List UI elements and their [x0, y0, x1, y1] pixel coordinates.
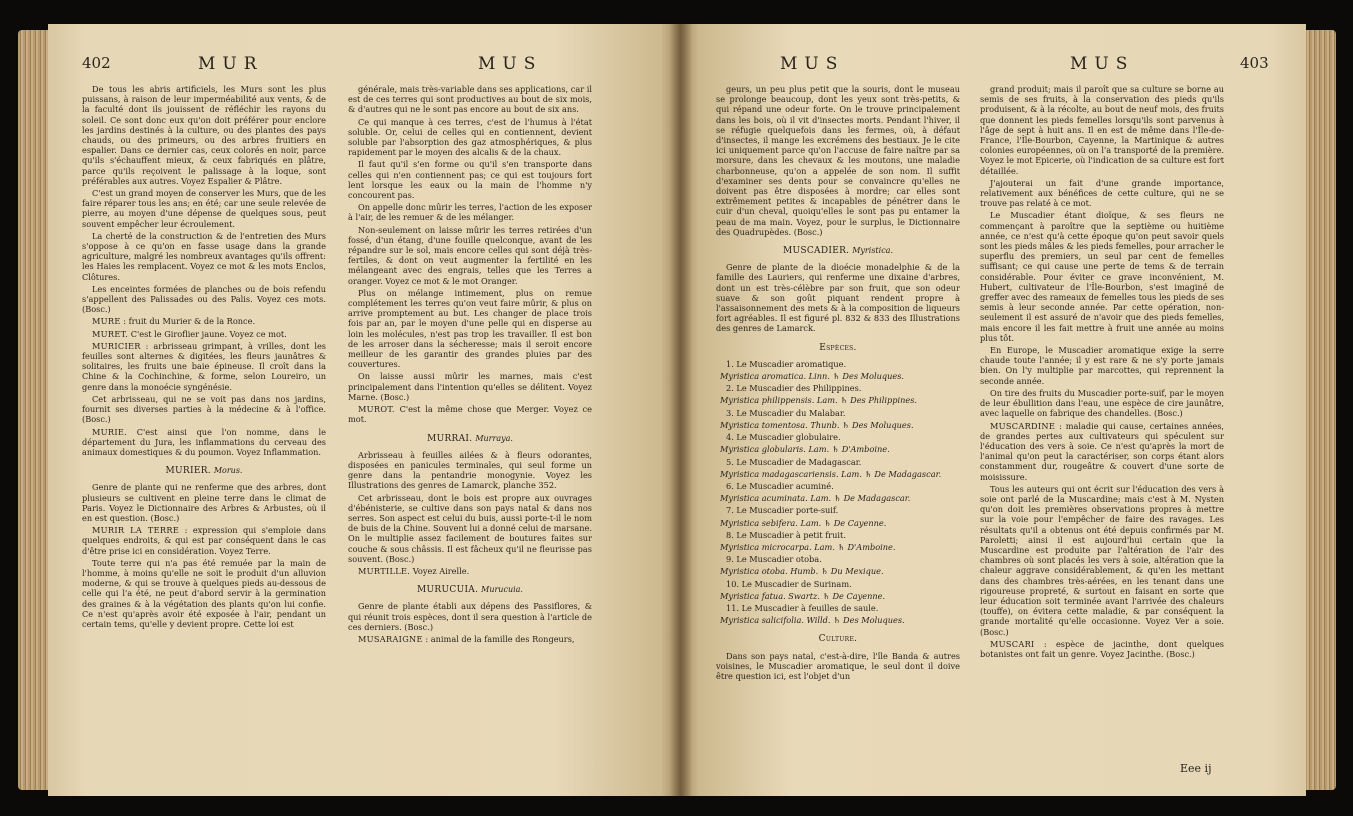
- paragraph: [980, 345, 1224, 386]
- entry-headword: MURTILLE.: [358, 565, 411, 576]
- entry-text: 10. Le Muscadier de Surinam.: [726, 578, 852, 589]
- page-number-right: 403: [1240, 54, 1269, 72]
- entry-text: : espèce de jacinthe, dont quelques botanistes ont fait un genre. Voyez Jacinthe. (Bosc.): [980, 638, 1224, 659]
- entry-text: Genre de plante établi aux dépens des Passiflores, & qui réunit trois espèces, dont il sera question à l'article de ces derniers. (Bosc.): [348, 601, 592, 632]
- paragraph: [980, 388, 1224, 419]
- species-latin: [716, 615, 960, 625]
- entry-text: Myristica otoba. Humb. ♄ Du Mexique.: [720, 566, 884, 577]
- left-column-2: [348, 84, 592, 646]
- species-entry: [716, 579, 960, 589]
- species-latin: [716, 395, 960, 405]
- paragraph: [82, 284, 326, 315]
- entry-text: Il faut qu'il s'en forme ou qu'il s'en transporte dans celles qui n'en contiennent pas; ce qui est toujours fort lent lorsque les eaux ou la main de l'homme n'y concourent pas.: [348, 159, 592, 201]
- entry-text: : animal de la famille des Rongeurs,: [425, 633, 575, 644]
- paragraph: [348, 450, 592, 491]
- paragraph: [980, 178, 1224, 209]
- entry-text: Les enceintes formées de planches ou de bois refendu s'appellent des Palissades ou des Palis. Voyez ces mots. (Bosc.): [82, 283, 326, 315]
- left-page-edges: [18, 30, 52, 790]
- running-head-right-1: MUS: [780, 54, 845, 74]
- species-entry: [716, 530, 960, 540]
- right-column-1: [716, 84, 960, 683]
- entry-text: geurs, un peu plus petit que la souris, dont le museau se prolonge beaucoup, dont les yeux sont très-petits, & qui répand une odeur forte. On le trouve principalement dans les bois, où il vit d'insectes morts. Pendant l'hiver, il se réfugie quelquefois dans les fermes, où, à défaut d'insectes, il mange les excrémens des bestiaux. Je le cite ici uniquement parce qu'on l'accuse de faire naître par sa morsure, dans les chevaux & les moutons, une maladie charbonneuse, qu'on a appelée de son nom. Il suffit d'examiner ses dents pour se convaincre qu'elles ne doivent pas être disposées à mordre; car elles sont extrêmement petites & incapables de pénétrer dans le cuir d'un cheval, quoiqu'elles le sont pas pu entamer la peau de ma main. Voyez, pour le surplus, le Dictionnaire des Quadrupèdes. (Bosc.): [716, 84, 960, 237]
- entry-headword: MURICIER: [92, 340, 141, 351]
- entry-text: Non-seulement on laisse mûrir les terres retirées d'un fossé, d'un étang, d'une fouille quelconque, avant de les répandre sur le sol, mais encore celles qui sont déjà très-fertiles, & dont on veut augmenter la fertilité en les mélangeant avec des engrais, telles que les Terres a oranger. Voyez ce mot & le mot Oranger.: [348, 224, 592, 286]
- left-column-1: [82, 84, 326, 631]
- section-heading: [716, 343, 960, 353]
- running-head-left-2: MUS: [478, 54, 543, 74]
- entry-text: La cherté de la construction & de l'entretien des Murs s'oppose à ce qu'on en fasse usage dans la grande agriculture, malgré les nombreux avantages qu'ils offrent: les Haies les remplacent. Voyez ce mot & les mots Enclos, Clôtures.: [82, 230, 326, 282]
- entry-headword: MUSARAIGNE: [358, 633, 423, 644]
- entry-text: Murraya.: [475, 433, 513, 443]
- species-entry: [716, 432, 960, 442]
- section-heading: [716, 634, 960, 644]
- paragraph: [82, 188, 326, 229]
- entry-text: : expression qui s'emploie dans quelques endroits, & qui est par conséquent dans le cas d'être prise ici en considération. Voyez Terre.: [82, 525, 326, 556]
- entry-text: 9. Le Muscadier otoba.: [726, 554, 822, 565]
- species-latin: [716, 566, 960, 576]
- section-heading: [348, 434, 592, 444]
- entry-text: Arbrisseau à feuilles ailées & à fleurs odorantes, disposées en panicules terminales, qui seul forme un genre dans la pentandrie monogynie. Voyez les Illustrations des genres de Lamarck, planche 352.: [348, 449, 592, 491]
- species-entry: [716, 408, 960, 418]
- species-latin: [716, 542, 960, 552]
- paragraph: [980, 84, 1224, 176]
- entry-headword: MUSCADIER.: [783, 246, 850, 257]
- paragraph: [348, 117, 592, 158]
- paragraph: [348, 288, 592, 370]
- open-book: [18, 24, 1336, 796]
- species-entry: [716, 359, 960, 369]
- signature-mark: Eee ij: [1180, 762, 1212, 775]
- species-entry: [716, 481, 960, 491]
- entry-text: Cet arbrisseau, qui ne se voit pas dans nos jardins, fournit ses diverses parties à la médecine & à l'office. (Bosc.): [82, 393, 326, 425]
- entry-text: On tire des fruits du Muscadier porte-suif, par le moyen de leur ébullition dans l'eau, une espèce de cire jaunâtre, avec laquelle on fabrique des chandelles. (Bosc.): [980, 387, 1224, 419]
- paragraph: [82, 482, 326, 523]
- paragraph: [716, 262, 960, 333]
- entry-text: En Europe, le Muscadier aromatique exige la serre chaude toute l'année; il y est rare & ne s'y porte jamais bien. On l'y multiplie par marcottes, qui reprennent la seconde année.: [980, 345, 1224, 386]
- running-head-right-2: MUS: [1070, 54, 1135, 74]
- entry-text: Myristica philippensis. Lam. ♄ Des Philippines.: [720, 395, 918, 406]
- entry-text: 11. Le Muscadier à feuilles de saule.: [726, 602, 879, 613]
- entry-text: Myristica microcarpa. Lam. ♄ D'Amboine.: [720, 541, 896, 552]
- entry-text: Morus.: [213, 466, 243, 476]
- paragraph: [82, 394, 326, 425]
- entry-text: : fruit du Murier & de la Ronce.: [123, 316, 256, 327]
- entry-text: Myristica aromatica. Linn. ♄ Des Moluques.: [720, 371, 905, 382]
- section-heading: [82, 466, 326, 476]
- dictionary-entry: [82, 427, 326, 458]
- entry-text: 4. Le Muscadier globulaire.: [726, 432, 841, 443]
- section-heading: [348, 585, 592, 595]
- entry-text: : arbrisseau grimpant, à vrilles, dont les feuilles sont alternes & digitées, les fleurs jaunâtres & solitaires, les fruits une baie épineuse. Il croît dans la Chine & la Cochinchine, & forme, selon Loureiro, un genre dans la monoécie syngénésie.: [82, 340, 327, 392]
- entry-text: 5. Le Muscadier de Madagascar.: [726, 456, 862, 467]
- entry-text: Myristica madagascariensis. Lam. ♄ De Madagascar.: [720, 468, 942, 479]
- dictionary-entry: [348, 634, 592, 644]
- species-latin: [716, 420, 960, 430]
- entry-text: 7. Le Muscadier porte-suif.: [726, 505, 839, 516]
- entry-text: On appelle donc mûrir les terres, l'action de les exposer à l'air, de les remuer & de les mélanger.: [348, 202, 592, 223]
- entry-text: Voyez Airelle.: [412, 565, 470, 576]
- species-latin: [716, 371, 960, 381]
- entry-text: Genre de plante qui ne renferme que des arbres, dont plusieurs se cultivent en pleine terre dans le climat de Paris. Voyez le Dictionnaire des Arbres & Arbustes, où il en est question. (Bosc.): [82, 482, 326, 523]
- entry-text: 8. Le Muscadier à petit fruit.: [726, 529, 846, 540]
- left-page: [48, 24, 680, 796]
- entry-headword: Culture.: [818, 634, 858, 645]
- species-entry: [716, 457, 960, 467]
- entry-text: C'est un grand moyen de conserver les Murs, que de les faire réparer tous les ans; en été; car une seule relevée de pierre, au moyen d'une dépense de quelques sous, peut souvent empêcher leur écroulement.: [82, 188, 326, 229]
- species-entry: [716, 383, 960, 393]
- dictionary-entry: [348, 566, 592, 576]
- species-latin: [716, 518, 960, 528]
- paragraph: [348, 493, 592, 564]
- entry-headword: MUROT.: [358, 404, 395, 415]
- book-gutter: [670, 24, 692, 796]
- paragraph: [348, 371, 592, 402]
- entry-text: C'est ainsi que l'on nomme, dans le département du Jura, les inflammations du cerveau des animaux domestiques & du poumon. Voyez Inflammation.: [82, 426, 326, 457]
- entry-text: générale, mais très-variable dans ses applications, car il est de ces terres qui sont productives au bout de six mois, & d'autres qui ne le sont pas encore au bout de six ans.: [348, 84, 592, 115]
- section-heading: [716, 246, 960, 256]
- entry-headword: MURET.: [92, 328, 129, 339]
- entry-headword: MURE: [92, 316, 121, 327]
- entry-headword: MURIE.: [92, 426, 128, 437]
- entry-text: Ce qui manque à ces terres, c'est de l'humus à l'état soluble. Or, celui de celles qui en contiennent, devient soluble par l'absorption des gaz atmosphériques, & plus rapidement par le moyen des alcalis & de la chaux.: [348, 116, 592, 158]
- entry-text: J'ajouterai un fait d'une grande importance, relativement aux bénéfices de cette culture, qui ne se trouve pas relaté à ce mot.: [980, 177, 1224, 209]
- species-entry: [716, 554, 960, 564]
- entry-text: C'est la même chose que Merger. Voyez ce mot.: [348, 404, 592, 425]
- paragraph: [82, 558, 326, 629]
- paragraph: [348, 225, 592, 286]
- entry-text: Myristica salicifolia. Willd. ♄ Des Moluques.: [720, 615, 905, 626]
- entry-text: Le Muscadier étant dioïque, & ses fleurs ne commençant à paroître que la septième ou huitième année, ce n'est qu'à cette époque qu'on peut savoir quels sont les pieds mâles & les pieds femelles, pour arracher le superflu des premiers, un seul par cent de femelles suffisant; ce qui cause une perte de tems & de terrain considérable. Pour éviter ce grave inconvénient, M. Hubert, cultivateur de l'Île-Bourbon, s'est imaginé de greffer avec des rameaux de femelles tous les pieds de ses semis à leur seconde année. Par cette opération, non-seulement il est assuré de n'avoir que des pieds femelles, mais encore il les fait mettre à fruit une année au moins plus tôt.: [980, 210, 1224, 343]
- entry-text: 3. Le Muscadier du Malabar.: [726, 407, 846, 418]
- entry-text: Tous les auteurs qui ont écrit sur l'éducation des vers à soie ont parlé de la Muscardine; mais c'est à M. Nysten qu'on doit les premières observations propres à mettre sur la voie pour l'empêcher de faire des ravages. Les résultats qu'il a obtenus ont été depuis confirmés par M. Paroletti; ainsi il est aujourd'hui certain que la Muscardine est produite par l'altération de l'air des chambres où sont placés les vers à soie, altération que la chaleur aggrave considérablement, & qu'en les mettant dans des chambres très-aérées, en les tenant dans une rigoureuse propreté, & surtout en faisant en sorte que leur éducation soit terminée avant l'arrivée des chaleurs (touffe), on évitera cette maladie, & par conséquent la grande mortalité qu'elle occasionne. Voyez Ver a soie. (Bosc.): [980, 483, 1224, 637]
- entry-text: grand produit; mais il paroît que sa culture se borne au semis de ses fruits, à la conservation des pieds qu'ils produisent, & à la récolte, au bout de neuf mois, des fruits que donnent les pieds femelles lorsqu'ils sont parvenus à l'âge de sept à huit ans. Il en est de même dans l'Île-de-France, l'Île-Bourbon, Cayenne, la Martinique & autres colonies européennes, où on l'a transporté de la première. Voyez le mot Epicerie, où l'indication de sa culture est fort détaillée.: [980, 84, 1224, 176]
- right-column-2: [980, 84, 1224, 661]
- entry-headword: MURIER.: [165, 466, 211, 477]
- species-latin: [716, 591, 960, 601]
- dictionary-entry: [82, 525, 326, 556]
- entry-text: De tous les abris artificiels, les Murs sont les plus puissans, à raison de leur imperméabilité aux vents, & de la faculté dont ils jouissent de réfléchir les rayons du soleil. Ce sont donc eux qu'on doit préférer pour enclore les jardins destinés à la culture, ou des plantes des pays chauds, ou des primeurs, ou des arbres fruitiers en espalier. Dans ce dernier cas, ceux colorés en noir, parce qu'ils s'échauffent mieux, & ceux fabriqués en plâtre, parce qu'ils reçoivent le palissage à la loque, sont préférables aux autres. Voyez Espalier & Plâtre.: [82, 84, 326, 186]
- species-latin: [716, 469, 960, 479]
- paragraph: [82, 231, 326, 282]
- paragraph: [348, 601, 592, 632]
- species-latin: [716, 444, 960, 454]
- entry-text: Genre de plante de la dioécie monadelphie & de la famille des Lauriers, qui renferme une dixaine d'arbres, dont un est très-célèbre par son fruit, que son odeur suave & son goût piquant rendent propre à l'assaisonnement des mets & à la composition de liqueurs fort agréables. Il est figuré pl. 832 & 833 des Illustrations des genres de Lamarck.: [716, 262, 960, 334]
- entry-text: 2. Le Muscadier des Philippines.: [726, 383, 862, 394]
- paragraph: [348, 84, 592, 115]
- entry-text: Dans son pays natal, c'est-à-dire, l'île Banda & autres voisines, le Muscadier aromatique, le seul dont il doive être question ici, est l'objet d'un: [716, 650, 960, 681]
- running-head-left-1: MUR: [198, 54, 264, 74]
- entry-text: Cet arbrisseau, dont le bois est propre aux ouvrages d'ébénisterie, se cultive dans son pays natal & dans nos serres. Son aspect est celui du buis, aussi porte-t-il le nom de buis de la Chine. Souvent lui a donné celui de marsane. On le multiplie assez facilement de boutures faites sur couche & sous châssis. Il est fâcheux qu'il ne fleurisse pas souvent. (Bosc.): [348, 492, 592, 564]
- dictionary-entry: [82, 316, 326, 326]
- entry-text: Myristica acuminata. Lam. ♄ De Madagascar.: [720, 493, 911, 504]
- entry-text: Myristica tomentosa. Thunb. ♄ Des Moluques.: [720, 419, 914, 430]
- dictionary-entry: [82, 341, 326, 392]
- paragraph: [348, 202, 592, 222]
- paragraph: [716, 651, 960, 682]
- species-entry: [716, 603, 960, 613]
- page-number-left: 402: [82, 54, 111, 72]
- entry-text: Myristica.: [852, 246, 893, 256]
- entry-text: Myristica sebifera. Lam. ♄ De Cayenne.: [720, 517, 887, 528]
- right-page: [680, 24, 1306, 796]
- entry-text: On laisse aussi mûrir les marnes, mais c'est principalement dans l'intention qu'elles se délitent. Voyez Marne. (Bosc.): [348, 371, 592, 402]
- entry-headword: MUSCARDINE: [990, 420, 1056, 431]
- dictionary-entry: [82, 329, 326, 339]
- entry-text: : maladie qui cause, certaines années, de grandes pertes aux cultivateurs qui spéculent sur l'éducation des vers à soie. Ce n'est qu'après la mort de l'animal qu'on peut la caractériser, son corps étant alors constamment dur, rougeâtre & couvert d'une sorte de moisissure.: [980, 420, 1224, 482]
- species-latin: [716, 493, 960, 503]
- dictionary-entry: [348, 404, 592, 424]
- species-entry: [716, 505, 960, 515]
- entry-headword: MUSCARI: [990, 638, 1035, 649]
- right-page-edges: [1302, 30, 1336, 790]
- paragraph: [980, 484, 1224, 637]
- entry-headword: MURIR LA TERRE: [92, 525, 180, 536]
- entry-text: Myristica fatua. Swartz. ♄ De Cayenne.: [720, 590, 886, 601]
- entry-headword: MURUCUIA.: [417, 585, 479, 596]
- entry-text: Plus on mélange intimement, plus on remue complétement les terres qu'on veut faire mûrir, & plus on arrive promptement au but. Les changer de place trois fois par an, par le moyen d'une pelle qui en disperse au loin les molécules, n'est pas trop les travailler. Il est bon de les arroser dans la sécheresse; mais il seroit encore meilleur de les garantir des grandes pluies par des couvertures.: [348, 287, 592, 370]
- dictionary-entry: [980, 639, 1224, 659]
- paragraph: [716, 84, 960, 237]
- entry-text: C'est le Giroflier jaune. Voyez ce mot.: [130, 328, 287, 339]
- entry-headword: MURRAI.: [427, 433, 473, 444]
- entry-text: Myristica globularis. Lam. ♄ D'Amboine.: [720, 444, 890, 455]
- paragraph: [980, 210, 1224, 343]
- entry-text: Toute terre qui n'a pas été remuée par la main de l'homme, à moins qu'elle ne soit le produit d'un alluvion moderne, & qui se trouve à quelques pieds au-dessous de celle qui l'a été, ne peut d'abord servir à la germination des graines & à la végétation des plants qu'on lui confie. Ce n'est qu'après avoir été exposée à l'air, pendant un certain tems, qu'elle y devient propre. Cette loi est: [82, 557, 326, 629]
- paragraph: [82, 84, 326, 186]
- entry-text: 6. Le Muscadier acuminé.: [726, 480, 834, 491]
- dictionary-entry: [980, 421, 1224, 482]
- entry-text: 1. Le Muscadier aromatique.: [726, 358, 847, 369]
- entry-text: Murucuia.: [481, 585, 523, 595]
- entry-headword: Espèces.: [819, 342, 857, 353]
- paragraph: [348, 159, 592, 200]
